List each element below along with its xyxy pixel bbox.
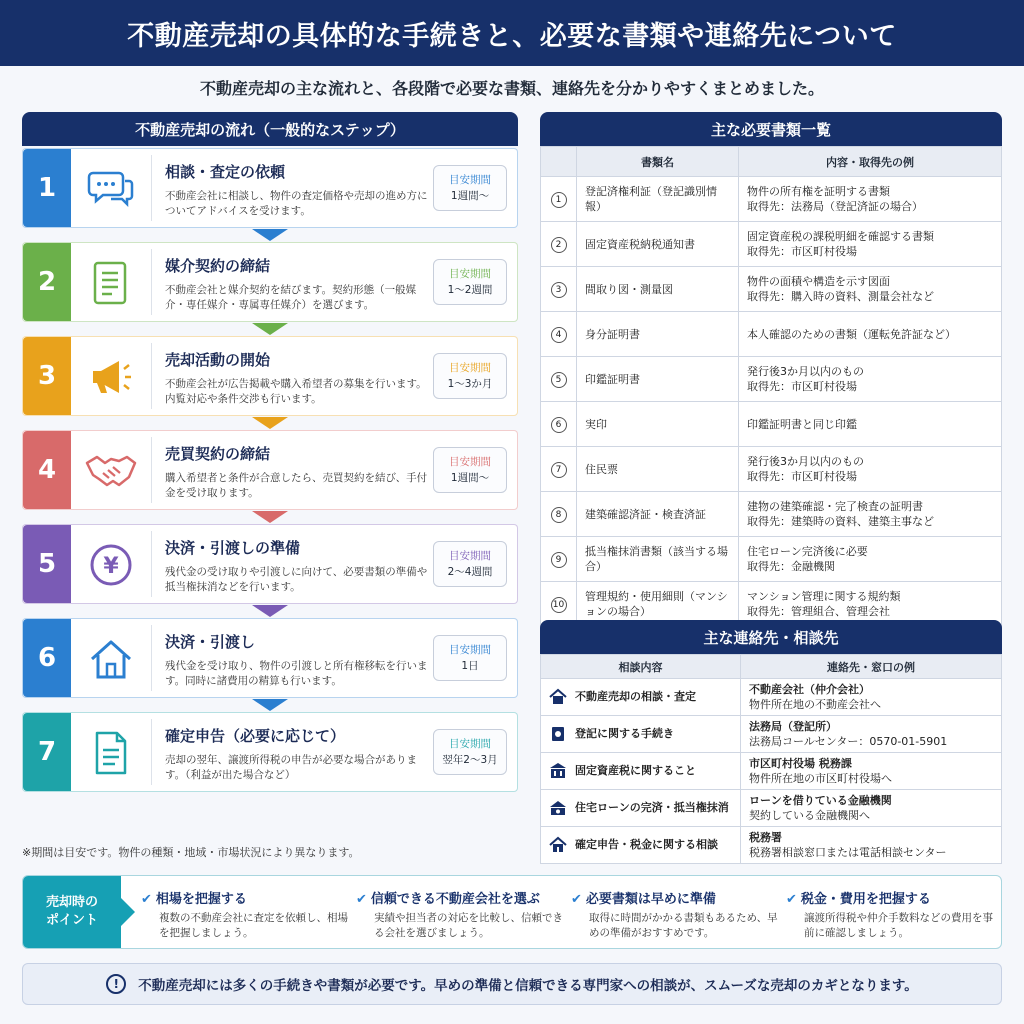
table-row (541, 267, 1002, 312)
city-hall-icon (549, 762, 567, 780)
step-divider (151, 625, 152, 691)
docs-col-name: 書類名 (577, 147, 739, 177)
step-divider (151, 531, 152, 597)
point-title: 税金・費用を把握する (800, 892, 931, 907)
row-number: 10 (551, 597, 567, 613)
tax-office-icon (549, 836, 567, 854)
step-period-badge (433, 259, 507, 305)
handshake-icon (83, 445, 139, 497)
step-divider (151, 343, 152, 409)
footer-message (22, 963, 1002, 1005)
step-number: 6 (23, 619, 71, 697)
period-label: 目安期間 (449, 362, 491, 374)
footer-text: 不動産売却には多くの手続きや書類が必要です。早めの準備と信頼できる専門家への相談が、スムーズな売却のカギとなります。 (138, 978, 918, 994)
step-title: 確定申告（必要に応じて） (165, 727, 346, 745)
point-title: 信頼できる不動産会社を選ぶ (370, 892, 540, 907)
step-description: 不動産会社が広告掲載や購入希望者の募集を行います。内覧対応や条件交渉も行います。 (165, 378, 427, 405)
step-number: 1 (23, 149, 71, 227)
contract-document-icon (83, 257, 139, 309)
row-number: 6 (551, 417, 567, 433)
check-icon: ✔ (141, 892, 152, 907)
period-value: 1日 (461, 660, 479, 672)
document-name: 実印 (577, 402, 739, 447)
step-number: 4 (23, 431, 71, 509)
point-title: 相場を把握する (155, 892, 247, 907)
row-number: 7 (551, 462, 567, 478)
document-name: 抵当権抹消書類（該当する場合） (577, 537, 739, 582)
step-description: 残代金の受け取りや引渡しに向けて、必要書類の準備や抵当権抹消などを行います。 (165, 566, 428, 593)
row-number: 3 (551, 282, 567, 298)
document-content: 発行後3か月以内のもの 取得先：市区町村役場 (739, 357, 1002, 402)
step-divider (151, 155, 152, 221)
row-number: 8 (551, 507, 567, 523)
document-name: 住民票 (577, 447, 739, 492)
document-name: 建築確認済証・検査済証 (577, 492, 739, 537)
table-row (541, 402, 1002, 447)
point-item (786, 888, 996, 941)
step-arrow-icon (252, 699, 288, 711)
registry-icon (549, 725, 567, 743)
document-content: 本人確認のための書類（運転免許証など） (739, 312, 1002, 357)
document-content: 物件の面積や構造を示す図面 取得先：購入時の資料、測量会社など (739, 267, 1002, 312)
row-number: 5 (551, 372, 567, 388)
document-name: 印鑑証明書 (577, 357, 739, 402)
point-description: 実績や担当者の対応を比較し、信頼できる会社を選びましょう。 (374, 912, 563, 939)
row-number: 9 (551, 552, 567, 568)
document-name: 間取り図・測量図 (577, 267, 739, 312)
point-description: 譲渡所得税や仲介手数料などの費用を事前に確認しましょう。 (804, 912, 993, 939)
period-label: 目安期間 (449, 738, 491, 750)
page-title: 不動産売却の具体的な手続きと、必要な書類や連絡先について (0, 0, 1024, 66)
point-item (141, 888, 351, 941)
step-arrow-icon (252, 511, 288, 523)
document-name: 登記済権利証（登記識別情報） (577, 177, 739, 222)
contact-topic: 固定資産税に関すること (541, 753, 741, 790)
table-row (541, 222, 1002, 267)
step-title: 決済・引渡し (165, 633, 256, 651)
point-description: 取得に時間がかかる書類もあるため、早めの準備がおすすめです。 (589, 912, 778, 939)
step-description: 残代金を受け取り、物件の引渡しと所有権移転を行います。同時に諸費用の精算も行います。 (165, 660, 428, 687)
table-row (541, 716, 1002, 753)
docs-col-content: 内容・取得先の例 (739, 147, 1002, 177)
step-arrow-icon (252, 323, 288, 335)
contact-topic: 登記に関する手続き (541, 716, 741, 753)
step-arrow-icon (252, 229, 288, 241)
document-name: 管理規約・使用細則（マンションの場合） (577, 582, 739, 627)
flow-heading: 不動産売却の流れ（一般的なステップ） (22, 112, 518, 146)
contacts-table (540, 654, 1002, 864)
table-row (541, 790, 1002, 827)
table-row (541, 312, 1002, 357)
contact-destination: 市区町村役場 税務課 物件所在地の市区町村役場へ (741, 753, 1002, 790)
step-number: 3 (23, 337, 71, 415)
contacts-col-topic: 相談内容 (541, 655, 741, 679)
document-name: 身分証明書 (577, 312, 739, 357)
table-row (541, 827, 1002, 864)
step-period-badge (433, 729, 507, 775)
period-note: ※期間は目安です。物件の種類・地域・市場状況により異なります。 (22, 846, 360, 859)
row-number: 2 (551, 237, 567, 253)
step-title: 売買契約の締結 (165, 445, 271, 463)
yen-coin-icon (83, 539, 139, 591)
step-description: 不動産会社に相談し、物件の査定価格や売却の進め方についてアドバイスを受けます。 (165, 190, 428, 217)
period-value: 1〜3か月 (447, 378, 493, 390)
step-number: 5 (23, 525, 71, 603)
row-number: 1 (551, 192, 567, 208)
point-description: 複数の不動産会社に査定を依頼し、相場を把握しましょう。 (159, 912, 348, 939)
point-item (571, 888, 781, 941)
points-label: 売却時の ポイント (23, 876, 121, 948)
step-period-badge (433, 165, 507, 211)
document-content: マンション管理に関する規約類 取得先：管理組合、管理会社 (739, 582, 1002, 627)
flow-step-7 (22, 712, 518, 792)
step-period-badge (433, 635, 507, 681)
step-arrow-icon (252, 605, 288, 617)
step-title: 媒介契約の締結 (165, 257, 271, 275)
contact-destination: 不動産会社（仲介会社） 物件所在地の不動産会社へ (741, 679, 1002, 716)
step-period-badge (433, 353, 507, 399)
check-icon: ✔ (356, 892, 367, 907)
house-icon (83, 633, 139, 685)
period-value: 1週間〜 (450, 472, 490, 484)
step-description: 購入希望者と条件が合意したら、売買契約を結び、手付金を受け取ります。 (165, 472, 428, 499)
period-value: 1週間〜 (450, 190, 490, 202)
period-label: 目安期間 (449, 268, 491, 280)
table-row (541, 357, 1002, 402)
flow-step-4 (22, 430, 518, 510)
flow-step-1 (22, 148, 518, 228)
flow-step-2 (22, 242, 518, 322)
step-period-badge (433, 541, 507, 587)
megaphone-icon (83, 351, 139, 403)
document-name: 固定資産税納税通知書 (577, 222, 739, 267)
step-title: 決済・引渡しの準備 (165, 539, 301, 557)
table-row (541, 679, 1002, 716)
check-icon: ✔ (571, 892, 582, 907)
document-content: 固定資産税の課税明細を確認する書類 取得先：市区町村役場 (739, 222, 1002, 267)
table-row (541, 537, 1002, 582)
contact-topic: 確定申告・税金に関する相談 (541, 827, 741, 864)
step-number: 7 (23, 713, 71, 791)
house-icon (549, 688, 567, 706)
contacts-col-dest: 連絡先・窓口の例 (741, 655, 1002, 679)
flow-step-5 (22, 524, 518, 604)
chat-bubbles-icon (83, 163, 139, 215)
table-row (541, 447, 1002, 492)
page-subtitle: 不動産売却の主な流れと、各段階で必要な書類、連絡先を分かりやすくまとめました。 (199, 79, 824, 98)
document-content: 発行後3か月以内のもの 取得先：市区町村役場 (739, 447, 1002, 492)
step-period-badge (433, 447, 507, 493)
exclamation-icon: ! (106, 974, 126, 994)
step-divider (151, 719, 152, 785)
document-content: 印鑑証明書と同じ印鑑 (739, 402, 1002, 447)
contact-topic: 住宅ローンの完済・抵当権抹消 (541, 790, 741, 827)
docs-col-no (541, 147, 577, 177)
document-content: 建物の建築確認・完了検査の証明書 取得先：建築時の資料、建築主事など (739, 492, 1002, 537)
bank-icon (549, 799, 567, 817)
documents-table (540, 146, 1002, 627)
contact-destination: 法務局（登記所） 法務局コールセンター：0570-01-5901 (741, 716, 1002, 753)
period-value: 1〜2週間 (447, 284, 493, 296)
step-description: 不動産会社と媒介契約を結びます。契約形態（一般媒介・専任媒介・専属専任媒介）を選びます。 (165, 284, 417, 311)
period-label: 目安期間 (449, 550, 491, 562)
table-row (541, 492, 1002, 537)
flow-step-3 (22, 336, 518, 416)
period-value: 2〜4週間 (447, 566, 493, 578)
document-content: 住宅ローン完済後に必要 取得先：金融機関 (739, 537, 1002, 582)
period-label: 目安期間 (449, 174, 491, 186)
contact-destination: 税務署 税務署相談窓口または電話相談センター (741, 827, 1002, 864)
step-arrow-icon (252, 417, 288, 429)
documents-heading: 主な必要書類一覧 (540, 112, 1002, 146)
period-label: 目安期間 (449, 644, 491, 656)
contact-destination: ローンを借りている金融機関 契約している金融機関へ (741, 790, 1002, 827)
table-row (541, 177, 1002, 222)
point-item (356, 888, 566, 941)
step-title: 相談・査定の依頼 (165, 163, 286, 181)
point-title: 必要書類は早めに準備 (585, 892, 716, 907)
svg-text:¥: ¥ (103, 554, 119, 579)
document-content: 物件の所有権を証明する書類 取得先：法務局（登記済証の場合） (739, 177, 1002, 222)
row-number: 4 (551, 327, 567, 343)
period-label: 目安期間 (449, 456, 491, 468)
step-description: 売却の翌年、譲渡所得税の申告が必要な場合があります。（利益が出た場合など） (165, 754, 417, 781)
contacts-heading: 主な連絡先・相談先 (540, 620, 1002, 654)
tax-document-icon (83, 727, 139, 779)
period-value: 翌年2〜3月 (442, 754, 498, 766)
check-icon: ✔ (786, 892, 797, 907)
contact-topic: 不動産売却の相談・査定 (541, 679, 741, 716)
flow-step-6 (22, 618, 518, 698)
step-divider (151, 249, 152, 315)
table-row (541, 753, 1002, 790)
step-divider (151, 437, 152, 503)
selling-points (22, 875, 1002, 949)
step-number: 2 (23, 243, 71, 321)
step-title: 売却活動の開始 (165, 351, 271, 369)
